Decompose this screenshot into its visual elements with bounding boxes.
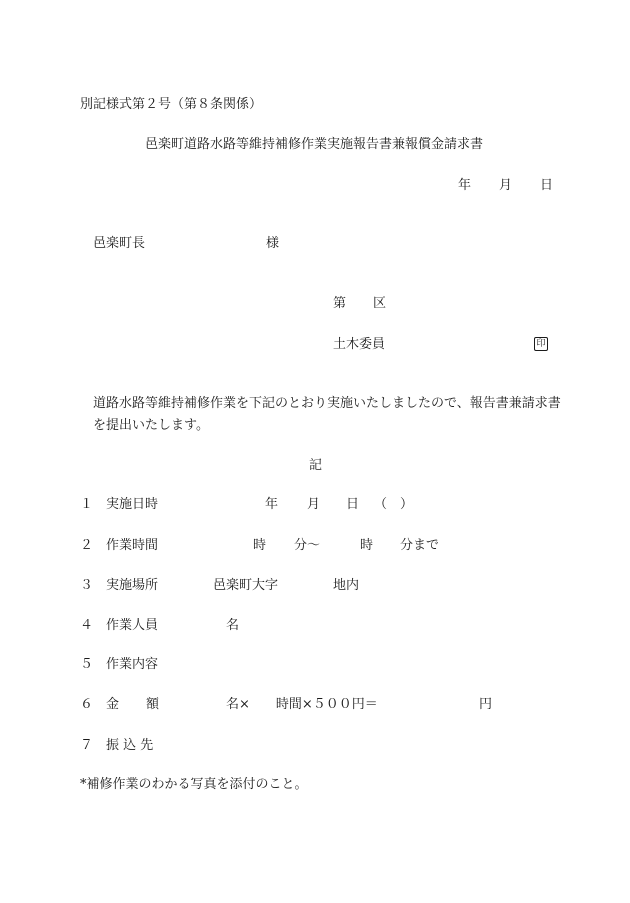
date-day-label: 日	[540, 178, 554, 193]
applicant-role: 土木委員	[333, 337, 386, 352]
ki-heading: 記	[309, 458, 323, 473]
item-label: 実施日時	[106, 497, 159, 512]
item-label: 振 込 先	[106, 738, 154, 753]
item-label-a: 金	[106, 697, 120, 712]
note-text: *補修作業のわかる写真を添付のこと。	[80, 777, 308, 792]
end-minute-label: 分まで	[400, 538, 440, 553]
district-suffix: 区	[373, 296, 387, 311]
item-number: ７	[80, 738, 94, 753]
chinai-label: 地内	[333, 578, 360, 593]
weekday-paren: （ ）	[374, 497, 414, 512]
start-minute-label: 分～	[294, 538, 321, 553]
document-title: 邑楽町道路水路等維持補修作業実施報告書兼報償金請求書	[145, 137, 484, 152]
year-label: 年	[265, 497, 279, 512]
body-text: 道路水路等維持補修作業を下記のとおり実施いたしましたので、報告書兼請求書を提出いたします。	[93, 396, 561, 433]
addressee-suffix: 様	[266, 236, 280, 251]
item-number: ３	[80, 578, 94, 593]
district-prefix: 第	[333, 296, 347, 311]
item-number: ５	[80, 657, 94, 672]
item-label: 実施場所	[106, 578, 159, 593]
day-label: 日	[346, 497, 360, 512]
end-hour-label: 時	[360, 538, 374, 553]
item-label: 作業内容	[106, 657, 159, 672]
amount-formula: 名× 時間×５００円＝	[226, 697, 378, 712]
persons-unit: 名	[226, 618, 240, 633]
date-year-label: 年	[458, 178, 472, 193]
item-number: ４	[80, 618, 94, 633]
item-label: 作業時間	[106, 538, 159, 553]
form-number: 別記様式第２号（第８条関係）	[80, 97, 263, 112]
date-month-label: 月	[499, 178, 513, 193]
town-label: 邑楽町大字	[213, 578, 279, 593]
item-number: ６	[80, 697, 94, 712]
item-number: ２	[80, 538, 94, 553]
item-number: １	[80, 497, 94, 512]
addressee-name: 邑楽町長	[93, 236, 146, 251]
seal-icon: 印	[534, 337, 548, 351]
month-label: 月	[307, 497, 321, 512]
start-hour-label: 時	[253, 538, 267, 553]
item-label: 作業人員	[106, 618, 159, 633]
item-label-b: 額	[146, 697, 160, 712]
yen-label: 円	[479, 697, 493, 712]
